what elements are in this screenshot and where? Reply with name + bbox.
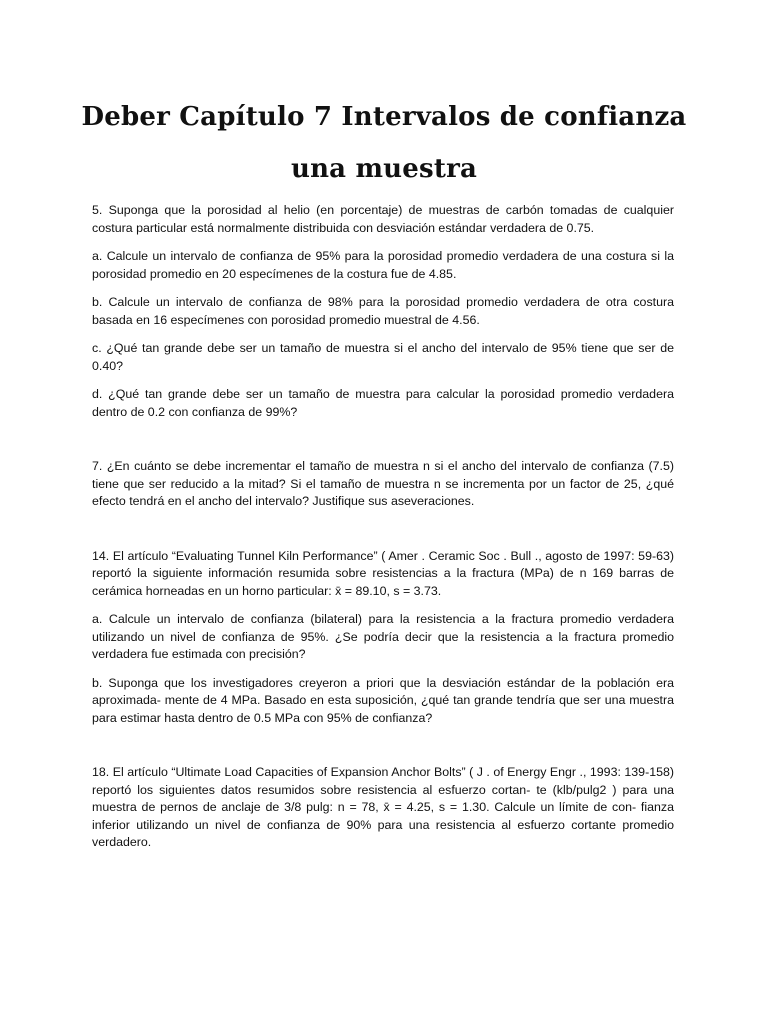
section-spacer <box>92 432 674 458</box>
problem-5-intro: 5. Suponga que la porosidad al helio (en porcentaje) de muestras de carbón tomadas de cualquier costura particular está normalmente distribuida con desviación estándar verdadera de 0.75. <box>92 203 674 235</box>
problem-5-part-c: c. ¿Qué tan grande debe ser un tamaño de muestra si el ancho del intervalo de 95% tiene que ser de 0.40? <box>92 341 674 373</box>
problem-7-text: 7. ¿En cuánto se debe incrementar el tamaño de muestra n si el ancho del intervalo de confianza (7.5) tiene que ser reducido a la mitad? Si el tamaño de muestra n se incrementa por un factor de 25, ¿qué efecto tendrá en el ancho del intervalo? Justifique sus aseveraciones. <box>92 459 674 508</box>
document-body <box>92 202 674 863</box>
document-title-line-1: Deber Capítulo 7 Intervalos de confianza <box>81 102 687 132</box>
problem-18-text: 18. El artículo “Ultimate Load Capacities of Expansion Anchor Bolts” ( J . of Energy Engr ., 1993: 139-158) reportó los siguientes datos resumidos sobre resistencia al esfuerzo cortan- te (klb/pulg2 ) para una muestra de pernos de anclaje de 3/8 pulg: n = 78, x̄ = 4.25, s = 1.30. Calcule un límite de con- fianza inferior utilizando un nivel de confianza de 90% para una resistencia al esfuerzo cortante promedio verdadero. <box>92 765 674 849</box>
problem-5-part-a: a. Calcule un intervalo de confianza de 95% para la porosidad promedio verdadera de una costura si la porosidad promedio en 20 especímenes de la costura fue de 4.85. <box>92 249 674 281</box>
problem-14-part-a: a. Calcule un intervalo de confianza (bilateral) para la resistencia a la fractura promedio verdadera utilizando un nivel de confianza de 95%. ¿Se podría decir que la resistencia a la fractura promedio verdadera fue estimada con precisión? <box>92 612 674 661</box>
section-spacer <box>92 738 674 764</box>
problem-5-part-b: b. Calcule un intervalo de confianza de 98% para la porosidad promedio verdadera de otra costura basada en 16 especímenes con porosidad promedio muestral de 4.56. <box>92 295 674 327</box>
problem-14-intro: 14. El artículo “Evaluating Tunnel Kiln Performance” ( Amer . Ceramic Soc . Bull ., agosto de 1997: 59-63) reportó la siguiente información resumida sobre resistencias a la fractura (MPa) de n 169 barras de cerámica horneadas en un horno particular: x̄ = 89.10, s = 3.73. <box>92 548 674 598</box>
problem-14-part-b: b. Suponga que los investigadores creyeron a priori que la desviación estándar de la población era aproximada- mente de 4 MPa. Basado en esta suposición, ¿qué tan grande tendría que ser una muestra para estimar hasta dentro de 0.5 MPa con 95% de confianza? <box>92 675 674 725</box>
document-title-line-2: una muestra <box>290 154 478 184</box>
problem-5-part-d: d. ¿Qué tan grande debe ser un tamaño de muestra para calcular la porosidad promedio verdadera dentro de 0.2 con confianza de 99%? <box>92 387 674 419</box>
section-spacer <box>92 522 674 548</box>
